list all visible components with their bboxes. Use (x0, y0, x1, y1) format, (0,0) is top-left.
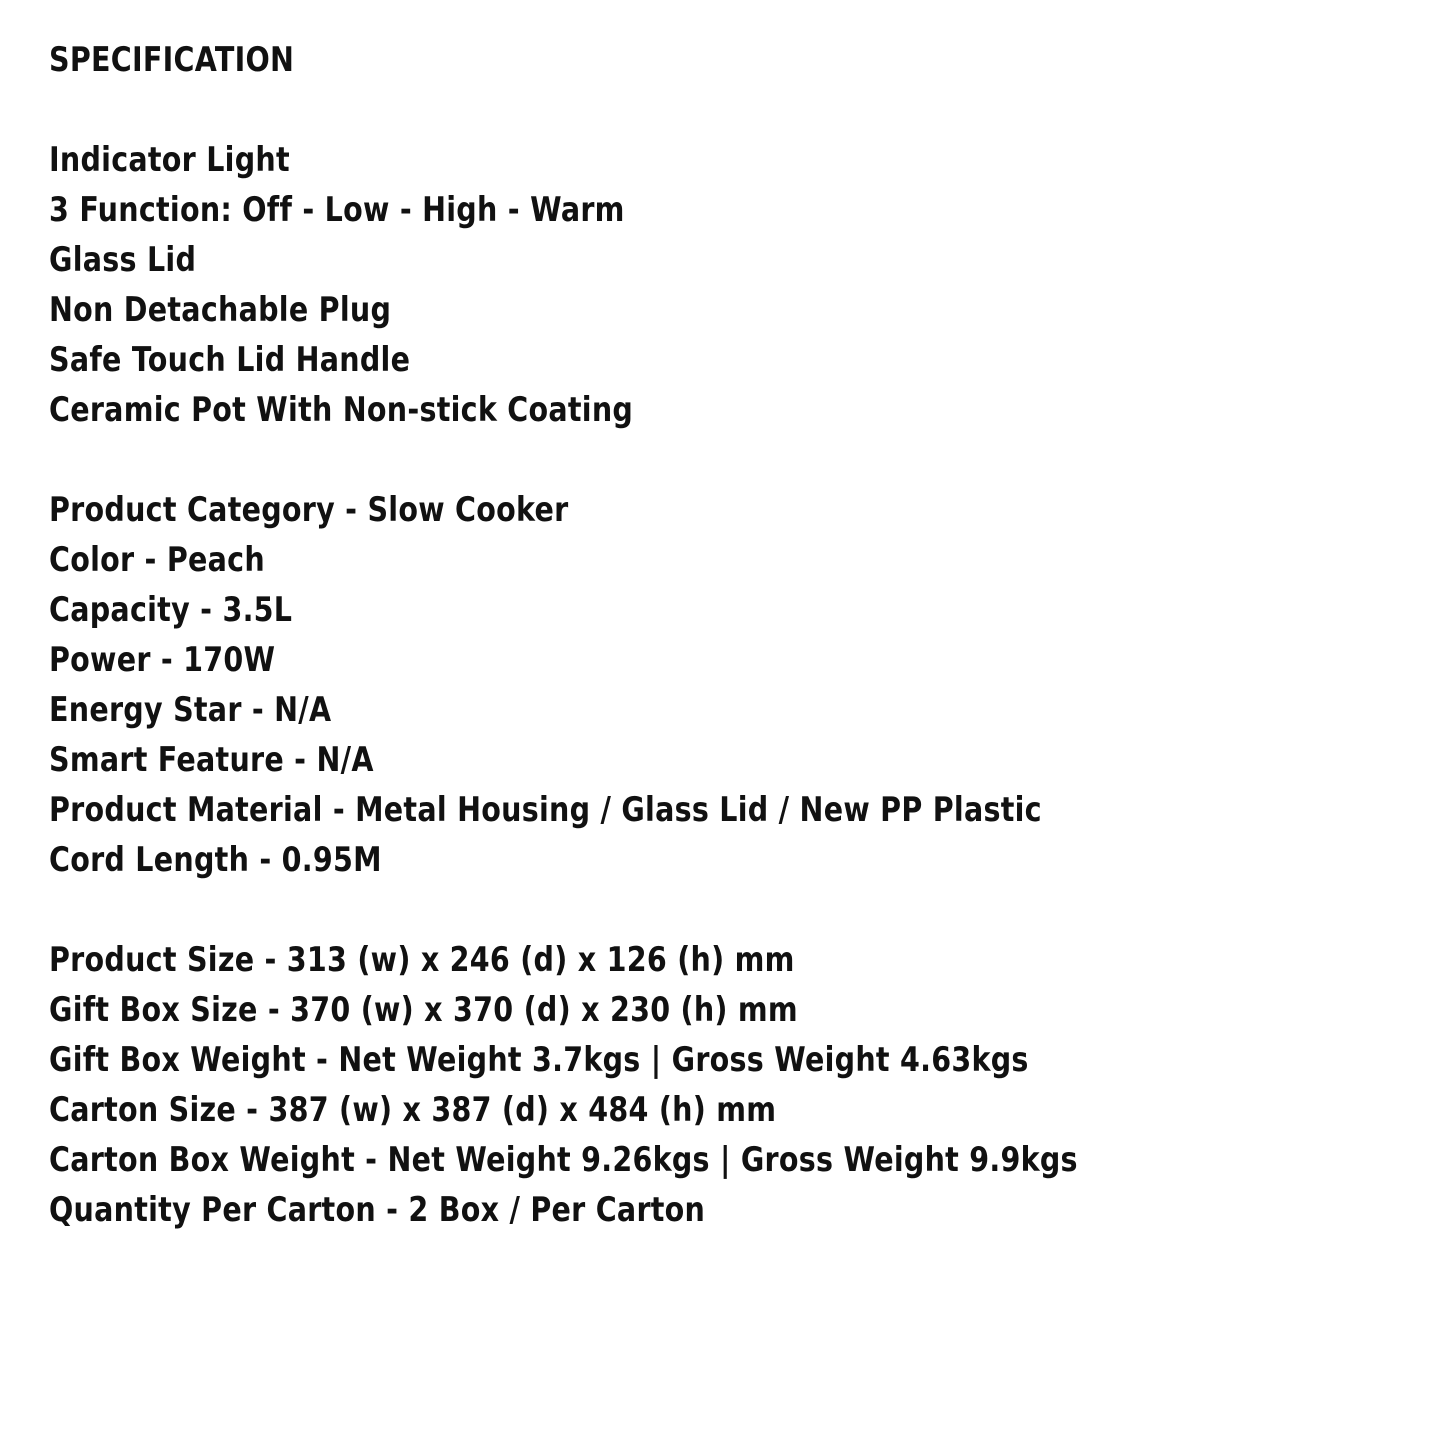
detail-energy-star: Energy Star - N/A (49, 690, 332, 730)
packaging-gift-box-weight: Gift Box Weight - Net Weight 3.7kgs | Gross Weight 4.63kgs (49, 1040, 1029, 1080)
specification-sheet (49, 35, 1409, 1235)
detail-color: Color - Peach (49, 540, 265, 580)
section-gap (49, 435, 1409, 485)
feature-glass-lid: Glass Lid (49, 240, 197, 280)
packaging-quantity: Quantity Per Carton - 2 Box / Per Carton (49, 1190, 706, 1230)
feature-functions: 3 Function: Off - Low - High - Warm (49, 190, 625, 230)
detail-smart-feature: Smart Feature - N/A (49, 740, 374, 780)
detail-category: Product Category - Slow Cooker (49, 490, 569, 530)
packaging-product-size: Product Size - 313 (w) x 246 (d) x 126 (h) mm (49, 940, 795, 980)
packaging-list (49, 935, 1409, 1235)
spec-title: SPECIFICATION (49, 40, 295, 80)
packaging-gift-box-size: Gift Box Size - 370 (w) x 370 (d) x 230 (h) mm (49, 990, 798, 1030)
packaging-carton-size: Carton Size - 387 (w) x 387 (d) x 484 (h) mm (49, 1090, 777, 1130)
section-gap (49, 885, 1409, 935)
product-details-list (49, 485, 1409, 885)
detail-power: Power - 170W (49, 640, 276, 680)
detail-cord-length: Cord Length - 0.95M (49, 840, 382, 880)
feature-lid-handle: Safe Touch Lid Handle (49, 340, 411, 380)
detail-capacity: Capacity - 3.5L (49, 590, 293, 630)
section-gap (49, 85, 1409, 135)
packaging-carton-weight: Carton Box Weight - Net Weight 9.26kgs | Gross Weight 9.9kgs (49, 1140, 1078, 1180)
feature-indicator-light: Indicator Light (49, 140, 290, 180)
detail-material: Product Material - Metal Housing / Glass Lid / New PP Plastic (49, 790, 1042, 830)
feature-plug: Non Detachable Plug (49, 290, 392, 330)
features-list (49, 135, 1409, 435)
feature-ceramic-pot: Ceramic Pot With Non-stick Coating (49, 390, 634, 430)
